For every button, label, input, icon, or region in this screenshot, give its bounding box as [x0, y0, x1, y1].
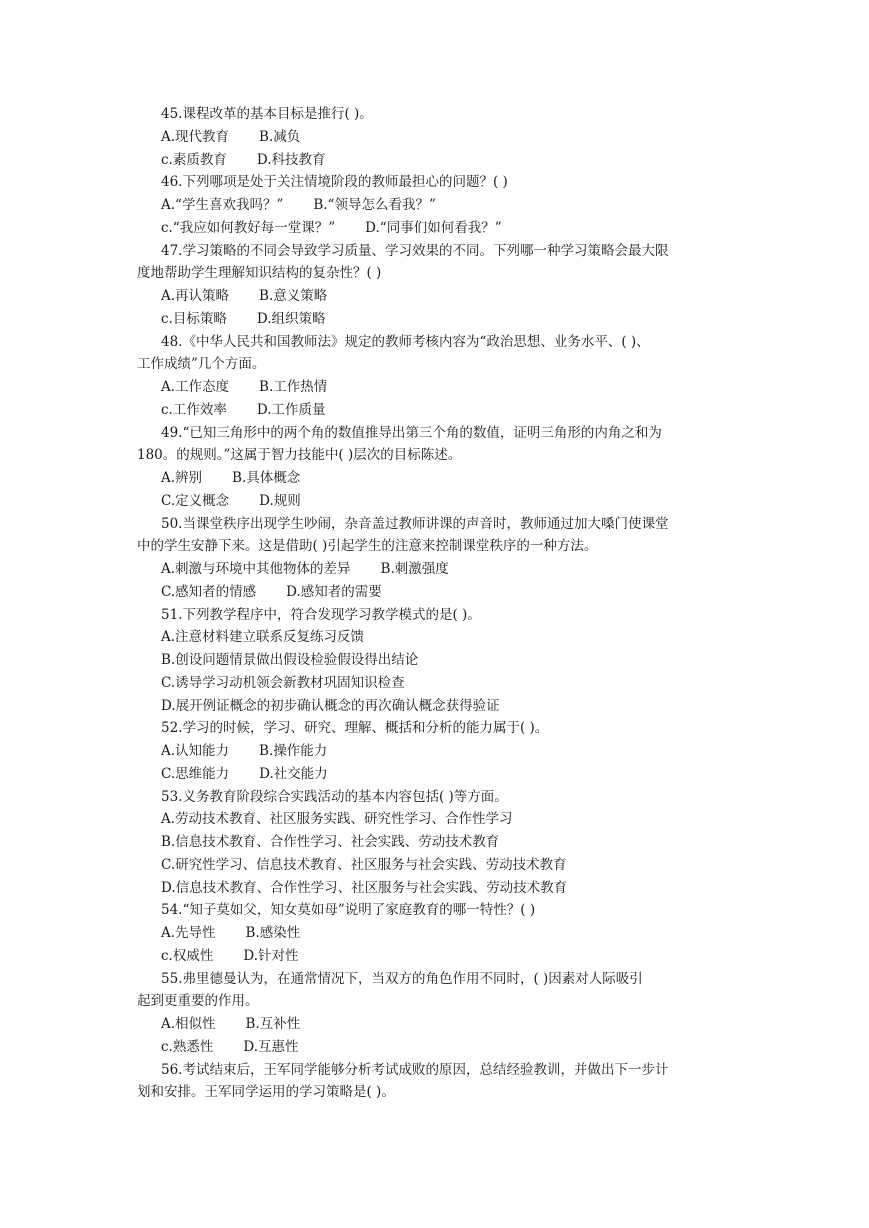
option-row — [137, 877, 742, 900]
answer-option: B.操作能力 — [259, 743, 328, 759]
answer-option: D.规则 — [259, 492, 301, 509]
answer-option: B.意义策略 — [259, 288, 328, 304]
answer-option: D.“同事们如何看我？” — [365, 219, 502, 236]
option-row — [137, 558, 742, 581]
answer-option: D.展开例证概念的初步确认概念的再次确认概念获得验证 — [161, 697, 500, 714]
question-stem-continued: 180。的规则。”这属于智力技能中( )层次的目标陈述。 — [137, 447, 462, 464]
answer-option: A.先导性 — [161, 925, 216, 941]
answer-option: c.工作效率 — [161, 401, 227, 418]
answer-option: A.认知能力 — [161, 743, 230, 759]
answer-option: D.信息技术教育、合作性学习、社区服务与社会实践、劳动技术教育 — [161, 879, 568, 896]
answer-option: B.创设问题情景做出假设检验假设得出结论 — [161, 652, 419, 668]
answer-option: C.思维能力 — [161, 765, 230, 782]
option-row — [137, 672, 742, 695]
question-block — [137, 331, 742, 422]
option-row — [137, 740, 742, 763]
question-block — [137, 103, 742, 171]
answer-option: A.注意材料建立联系反复练习反馈 — [161, 629, 365, 646]
option-row — [137, 126, 742, 149]
answer-option: A.劳动技术教育、社区服务实践、研究性学习、合作性学习 — [161, 811, 513, 828]
answer-option: A.辨别 — [161, 470, 203, 486]
question-stem-continued: 中的学生安静下来。这是借助( )引起学生的注意来控制课堂秩序的一种方法。 — [137, 538, 598, 555]
question-block — [137, 717, 742, 785]
question-stem: 47.学习策略的不同会导致学习质量、学习效果的不同。下列哪一种学习策略会最大限 — [161, 242, 669, 259]
option-row — [137, 490, 742, 513]
question-block — [137, 422, 742, 513]
question-stem: 52.学习的时候，学习、研究、理解、概括和分析的能力属于( )。 — [161, 720, 549, 737]
option-row — [137, 831, 742, 854]
answer-option: C.定义概念 — [161, 492, 230, 509]
answer-option: D.组织策略 — [256, 310, 326, 327]
option-row — [137, 581, 742, 604]
answer-option: B.信息技术教育、合作性学习、社会实践、劳动技术教育 — [161, 834, 500, 850]
option-row — [137, 308, 742, 331]
option-row — [137, 217, 742, 240]
answer-option: D.互惠性 — [243, 1038, 299, 1055]
option-row — [137, 399, 742, 422]
question-stem: 51.下列教学程序中，符合发现学习教学模式的是( )。 — [161, 606, 481, 623]
option-row — [137, 854, 742, 877]
answer-option: D.感知者的需要 — [286, 583, 382, 600]
option-row — [137, 467, 742, 490]
question-block — [137, 786, 742, 900]
option-row — [137, 285, 742, 308]
answer-option: B.刺激强度 — [380, 561, 449, 577]
answer-option: C.研究性学习、信息技术教育、社区服务与社会实践、劳动技术教育 — [161, 856, 567, 873]
question-stem-continued: 划和安排。王军同学运用的学习策略是( )。 — [137, 1084, 395, 1101]
option-row — [137, 626, 742, 649]
question-list — [137, 103, 742, 1104]
option-row — [137, 808, 742, 831]
question-stem: 48.《中华人民共和国教师法》规定的教师考核内容为“政治思想、业务水平、( )、 — [161, 333, 650, 350]
answer-option: c.熟悉性 — [161, 1038, 214, 1055]
answer-option: B.互补性 — [245, 1016, 301, 1032]
answer-option: A.再认策略 — [161, 288, 230, 304]
option-row — [137, 649, 742, 672]
answer-option: A.刺激与环境中其他物体的差异 — [161, 561, 351, 577]
answer-option: A.相似性 — [161, 1016, 216, 1032]
question-stem-continued: 工作成绩”几个方面。 — [137, 356, 266, 373]
answer-option: C.诱导学习动机领会新教材巩固知识检查 — [161, 674, 405, 691]
question-stem-continued: 度地帮助学生理解知识结构的复杂性？( ) — [137, 265, 382, 282]
answer-option: B.具体概念 — [232, 470, 301, 486]
option-row — [137, 945, 742, 968]
question-stem: 49.“已知三角形中的两个角的数值推导出第三个角的数值，证明三角形的内角之和为 — [161, 424, 662, 441]
answer-option: C.感知者的情感 — [161, 583, 257, 600]
answer-option: c.素质教育 — [161, 151, 227, 168]
question-block — [137, 1059, 742, 1105]
question-block — [137, 968, 742, 1059]
option-row — [137, 1036, 742, 1059]
option-row — [137, 149, 742, 172]
answer-option: c.“我应如何教好每一堂课？” — [161, 219, 336, 236]
answer-option: B.“领导怎么看我？” — [313, 197, 436, 213]
question-stem: 54.“知子莫如父，知女莫如母”说明了家庭教育的哪一特性？( ) — [161, 902, 536, 919]
answer-option: A.工作态度 — [161, 379, 230, 395]
answer-option: B.工作热情 — [259, 379, 328, 395]
option-row — [137, 376, 742, 399]
question-stem: 56.考试结束后，王军同学能够分析考试成败的原因，总结经验教训，并做出下一步计 — [161, 1061, 669, 1078]
question-block — [137, 240, 742, 331]
question-stem: 46.下列哪项是处于关注情境阶段的教师最担心的问题？( ) — [161, 174, 508, 191]
question-stem: 45.课程改革的基本目标是推行( )。 — [161, 106, 373, 122]
question-stem: 53.义务教育阶段综合实践活动的基本内容包括( )等方面。 — [161, 788, 508, 805]
option-row — [137, 1013, 742, 1036]
answer-option: A.现代教育 — [161, 128, 230, 145]
question-block — [137, 171, 742, 239]
question-block — [137, 899, 742, 967]
answer-option: D.科技教育 — [256, 151, 326, 168]
answer-option: D.针对性 — [243, 947, 299, 964]
answer-option: D.工作质量 — [256, 401, 326, 418]
question-stem: 50.当课堂秩序出现学生吵闹，杂音盖过教师讲课的声音时，教师通过加大嗓门使课堂 — [161, 515, 669, 532]
answer-option: B.减负 — [259, 128, 301, 145]
answer-option: A.“学生喜欢我吗？” — [161, 197, 284, 213]
option-row — [137, 763, 742, 786]
option-row — [137, 695, 742, 718]
option-row — [137, 922, 742, 945]
answer-option: D.社交能力 — [259, 765, 328, 782]
option-row — [137, 194, 742, 217]
answer-option: c.目标策略 — [161, 310, 227, 327]
question-block — [137, 513, 742, 604]
answer-option: B.感染性 — [245, 925, 301, 941]
question-stem: 55.弗里德曼认为，在通常情况下，当双方的角色作用不同时，( )因素对人际吸引 — [161, 970, 643, 987]
question-block — [137, 604, 742, 718]
question-stem-continued: 起到更重要的作用。 — [137, 993, 259, 1010]
answer-option: c.权威性 — [161, 947, 214, 964]
